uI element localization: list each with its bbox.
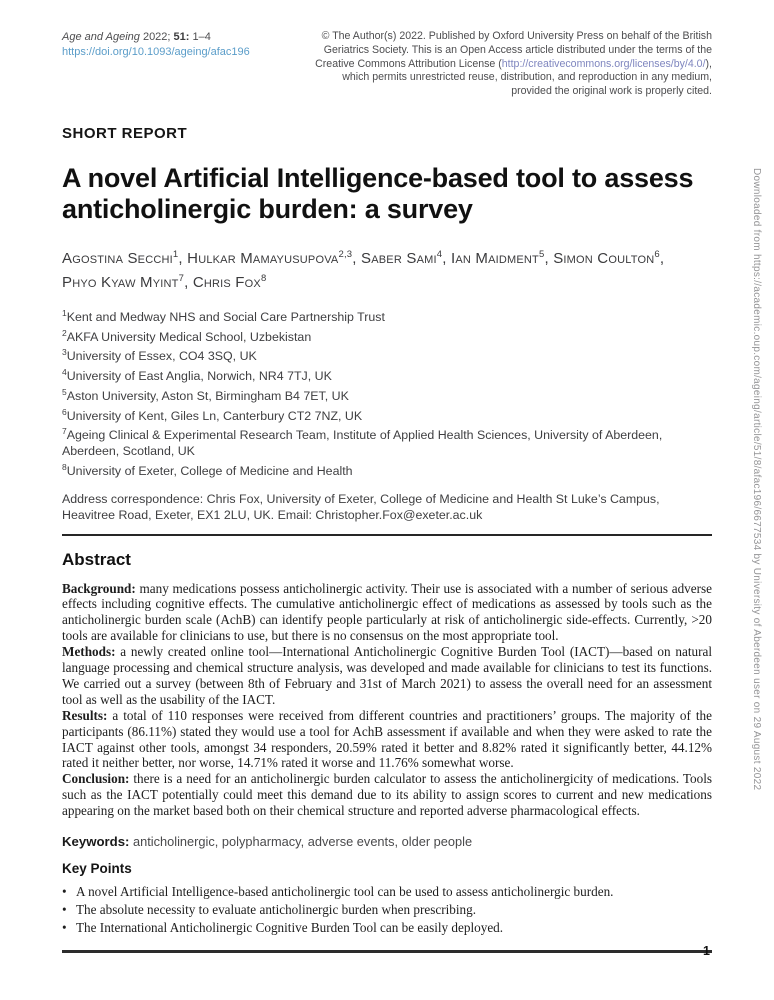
- doi-link[interactable]: https://doi.org/10.1093/ageing/afac196: [62, 46, 250, 58]
- keywords-text: anticholinergic, polypharmacy, adverse events, older people: [132, 834, 473, 850]
- abstract-section: Results: a total of 110 responses were received from different countries and practitioners’ groups. The majority of the participants (86.11%) stated they would use a tool for AchB assessment if available and when they were asked to rate the IACT against other tools, amongst 34 responders, 20.59% rated it better and 8.82% rated it significantly better, 44.12% rated it neither better, nor worse, 14.71% rated it worse and 11.76% somewhat worse.: [62, 707, 712, 771]
- affiliation-item: $^7$Ageing Clinical & Experimental Research Team, Institute of Applied Health Sciences, University of Aberdeen, Aberdeen, Scotland, UK: [62, 426, 663, 459]
- author: Phyo Kyaw Myint$^7$,: [62, 272, 193, 291]
- abstract-body: [62, 581, 712, 820]
- key-point-item: • A novel Artificial Intelligence-based anticholinergic tool can be used to assess anticholinergic burden.: [62, 884, 614, 900]
- affiliation-item: $^4$University of East Anglia, Norwich, NR4 7TJ, UK: [62, 367, 332, 384]
- page-number: 1: [703, 944, 710, 958]
- divider-rule: [62, 534, 712, 536]
- keywords-line: [62, 834, 712, 849]
- key-point-item: • The absolute necessity to evaluate anticholinergic burden when prescribing.: [62, 902, 477, 918]
- affiliation-list: [62, 306, 712, 479]
- bullet-icon: •: [62, 902, 67, 918]
- abstract-heading: Abstract: [62, 549, 131, 569]
- key-points-heading: Key Points: [62, 861, 132, 877]
- author: Agostina Secchi$^1$,: [62, 248, 188, 267]
- bullet-icon: •: [62, 920, 67, 936]
- article-type-label: SHORT REPORT: [62, 124, 188, 142]
- journal-citation: Age and Ageing 2022; 51: 1–4 https://doi.org/10.1093/ageing/afac196: [62, 31, 250, 58]
- bullet-icon: •: [62, 884, 67, 900]
- abstract-section: Background: many medications possess anticholinergic activity. Their use is associated with a number of serious adverse effects including cognitive effects. The cumulative anticholinergic effect of medications as assessed by tools such as the anticholinergic burden scale (AchB) can identify people particularly at risk of anticholinergic side-effects. Currently, >20 tools are available for clinicians to use, but there is no consensus on the most appropriate tool.: [62, 580, 712, 644]
- author: Ian Maidment$^5$,: [450, 248, 554, 267]
- article-title: A novel Artificial Intelligence-based tool to assess anticholinergic burden: a survey: [62, 162, 694, 224]
- affiliation-item: $^2$AKFA University Medical School, Uzbekistan: [62, 327, 312, 344]
- affiliation-item: $^8$University of Exeter, College of Medicine and Health: [62, 461, 353, 478]
- volume-number: 51:: [173, 31, 190, 43]
- author: Chris Fox$^8$: [192, 272, 267, 291]
- affiliation-item: $^5$Aston University, Aston St, Birmingham B4 7ET, UK: [62, 386, 349, 403]
- correspondence-note: Address correspondence: Chris Fox, University of Exeter, College of Medicine and Health St Luke’s Campus, Heavitree Road, Exeter, EX1 2LU, UK. Email: Christopher.Fox@exeter.ac.uk: [62, 492, 660, 522]
- page-header: [62, 30, 712, 99]
- key-point-item: • The International Anticholinergic Cognitive Burden Tool can be easily deployed.: [62, 920, 504, 936]
- creative-commons-link[interactable]: http://creativecommons.org/licenses/by/4.0/: [501, 57, 706, 70]
- keywords-label: Keywords:: [62, 834, 130, 850]
- affiliation-item: $^6$University of Kent, Giles Ln, Canterbury CT2 7NZ, UK: [62, 406, 363, 423]
- footer-rule: [62, 950, 712, 953]
- affiliation-item: $^1$Kent and Medway NHS and Social Care Partnership Trust: [62, 307, 385, 325]
- abstract-section: Conclusion: there is a need for an anticholinergic burden calculator to assess the anticholinergicity of medications. Tools such as the IACT potentially could meet this demand due to its ability to assign scores to current and new medications appearing on the market based both on their chemical structure and reported adverse pharmacological effects.: [62, 771, 712, 819]
- author: Hulkar Mamayusupova$^{2,3}$,: [187, 248, 362, 267]
- affiliation-item: $^3$University of Essex, CO4 3SQ, UK: [62, 347, 257, 364]
- copyright-notice: © The Author(s) 2022. Published by Oxford University Press on behalf of the British Geriatrics Society. This is an Open Access article distributed under the terms of the Creative Commons Attribution License (http://creativecommons.org/licenses/by/4.0/), which permits unrestricted reuse, distribution, and reproduction in any medium, provided the original work is properly cited.: [315, 30, 712, 98]
- abstract-section: Methods: a newly created online tool—International Anticholinergic Cognitive Burden Tool (IACT)—based on natural language processing and chemical structure analysis, was developed and made available for clinicians to test its functions. We carried out a survey (between 8th of February and 31st of March 2021) to assess the overall need for an assessment tool as well as the usability of the IACT.: [62, 644, 712, 707]
- author: Saber Sami$^4$,: [361, 248, 451, 267]
- journal-name: Age and Ageing: [62, 31, 140, 43]
- download-provenance-note: Downloaded from https://academic.oup.com/ageing/article/51/8/afac196/6677534 by University of Aberdeen user on 29 August 2022: [751, 168, 762, 791]
- author-list: [62, 245, 712, 293]
- key-points-list: [62, 883, 712, 937]
- author: Simon Coulton$^6$,: [553, 248, 665, 267]
